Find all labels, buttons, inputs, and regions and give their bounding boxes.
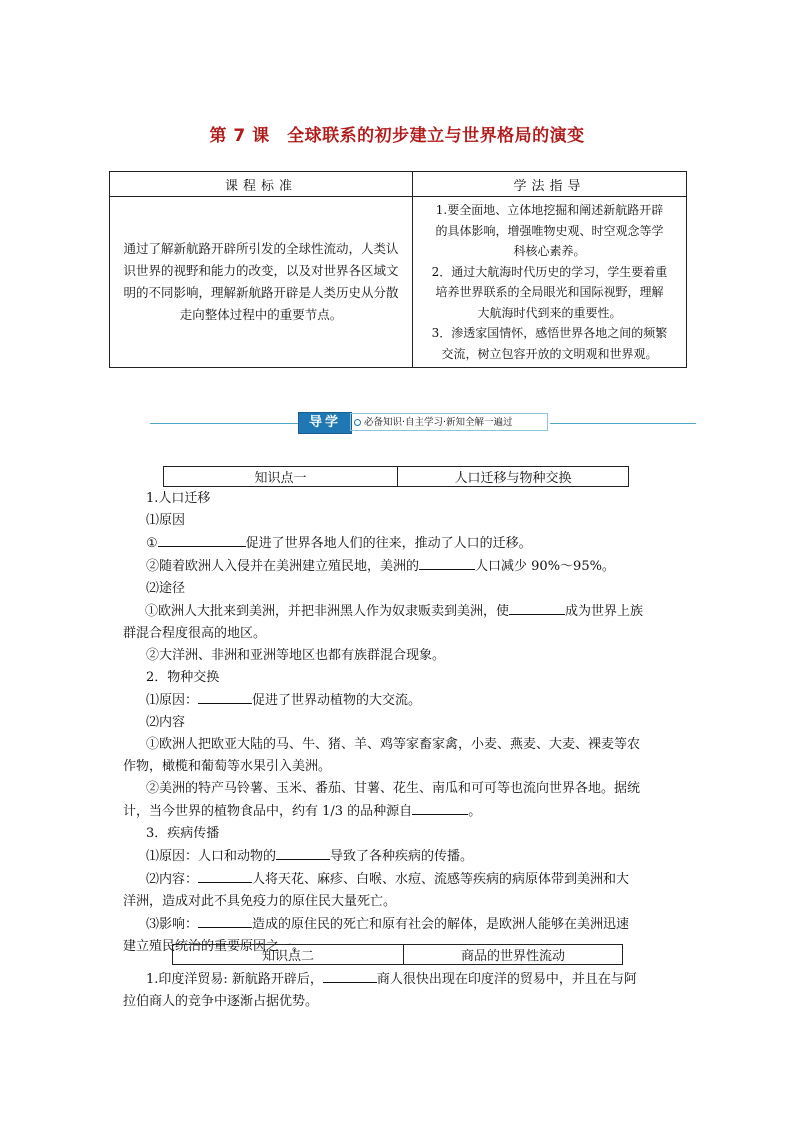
fill-blank[interactable]: [509, 600, 565, 615]
banner-rule-left: [150, 423, 298, 424]
text: 成为世界上族: [565, 604, 644, 619]
paragraph: [146, 555, 646, 578]
lesson-title: 第 7 课 全球联系的初步建立与世界格局的演变: [209, 126, 585, 146]
paragraph: [146, 532, 646, 555]
text: 促进了世界各地人们的往来，推动了人口的迁移。: [245, 536, 532, 551]
knowledge-point-1-box: [163, 466, 629, 487]
text: 1.印度洋贸易: 新航路开辟后，: [146, 972, 323, 987]
paragraph: [123, 800, 646, 823]
banner-tagline-box: [350, 413, 548, 431]
knowledge-point-topic: 人口迁移与物种交换: [398, 467, 629, 487]
paragraph: [146, 968, 646, 991]
paragraph: [145, 600, 646, 623]
heading-species: 2．物种交换: [146, 670, 220, 685]
text: 造成的原住民的死亡和原有社会的解体，是欧洲人能够在美洲迅速: [252, 917, 630, 932]
text: 商人很快出现在印度洋的贸易中，并且在与阿: [376, 972, 637, 987]
paragraph: ②大洋洲、非洲和亚洲等地区也都有族群混合现象。: [146, 648, 446, 663]
text: ②随着欧洲人入侵并在美洲建立殖民地，美洲的: [146, 559, 420, 574]
paragraph: ①欧洲人把欧亚大陆的马、牛、猪、羊、鸡等家畜家禽，小麦、燕麦、大麦、裸麦等农: [146, 737, 641, 752]
fill-blank[interactable]: [323, 968, 377, 983]
fill-blank[interactable]: [419, 555, 475, 570]
text: ⑴原因：: [146, 693, 199, 708]
paragraph: 群混合程度很高的地区。: [123, 626, 267, 641]
paragraph: 洋洲，造成对此不具免疫力的原住民大量死亡。: [123, 894, 397, 909]
bullet-icon: [354, 419, 361, 426]
paragraph: 建立殖民统治的重要原因之一。: [123, 939, 306, 954]
fill-blank[interactable]: [276, 845, 330, 860]
standards-table: [109, 171, 687, 368]
text: ⑴原因：人口和动物的: [146, 849, 277, 864]
guidance-line: 3．渗透家国情怀，感悟世界各地之间的频繁: [431, 326, 668, 340]
guidance-line: 培养世界联系的全局眼光和国际视野，理解: [435, 285, 664, 299]
standards-text: 通过了解新航路开辟所引发的全球性流动，人类认识世界的视野和能力的改变，以及对世界各区域文明的不同影响，理解新航路开辟是人类历史从分散走向整体过程中的重要节点。: [110, 197, 413, 368]
paragraph: [146, 913, 646, 936]
knowledge-point-label: 知识点一: [164, 467, 398, 487]
banner-badge: 导学: [298, 412, 352, 434]
text: ①: [146, 536, 158, 551]
heading-disease: 3．疾病传播: [146, 826, 220, 841]
text: ⑵内容：: [146, 872, 199, 887]
text: 人口减少 90%～95%。: [475, 559, 615, 574]
text: 计，当今世界的植物食品中，约有 1/3 的品种源自: [123, 804, 413, 819]
guidance-text: [413, 197, 687, 368]
text: 促进了世界动植物的大交流。: [252, 693, 422, 708]
paragraph: 作物，橄榄和葡萄等水果引入美洲。: [123, 759, 332, 774]
guidance-line: 1.要全面地、立体地挖掘和阐述新航路开辟: [435, 203, 664, 217]
fill-blank[interactable]: [198, 868, 252, 883]
section-body-2: [123, 968, 646, 1013]
text: ①欧洲人大批来到美洲，并把非洲黑人作为奴隶贩卖到美洲，使: [145, 604, 510, 619]
standards-header: 课程标准: [110, 172, 413, 197]
subheading-route: ⑵途径: [146, 581, 186, 596]
text: 人将天花、麻疹、白喉、水痘、流感等疾病的病原体带到美洲和大: [252, 872, 630, 887]
paragraph: 拉伯商人的竞争中逐渐占据优势。: [123, 994, 319, 1009]
fill-blank[interactable]: [198, 913, 252, 928]
text: 。: [468, 804, 482, 819]
guidance-line: 的具体影响，增强唯物史观、时空观念等学: [435, 223, 664, 238]
text: ⑶影响：: [146, 917, 199, 932]
subheading-reason: ⑴原因: [146, 513, 186, 528]
fill-blank[interactable]: [158, 532, 246, 547]
banner-tagline: 必备知识·自主学习·新知全解一遍过: [364, 417, 513, 428]
guidance-header: 学法指导: [413, 172, 687, 197]
guidance-line: 科核心素养。: [513, 244, 586, 258]
guidance-line: 大航海时代到来的重要性。: [477, 305, 622, 320]
heading-migration: 1.人口迁移: [146, 491, 211, 506]
knowledge-point-2-box: [172, 944, 623, 965]
guidance-line: 交流，树立包容开放的文明观和世界观。: [441, 346, 658, 361]
section-body-1: [123, 488, 646, 958]
paragraph: [146, 868, 646, 891]
text: 导致了各种疾病的传播。: [330, 849, 474, 864]
paragraph: [146, 845, 646, 868]
banner-rule-right: [550, 423, 696, 424]
paragraph: [146, 689, 646, 712]
knowledge-point-topic: 商品的世界性流动: [404, 945, 623, 965]
paragraph: ②美洲的特产马铃薯、玉米、番茄、甘薯、花生、南瓜和可可等也流向世界各地。据统: [146, 781, 641, 796]
fill-blank[interactable]: [198, 689, 252, 704]
subheading-content: ⑵内容: [146, 715, 186, 730]
guidance-line: 2．通过大航海时代历史的学习，学生要着重: [431, 264, 668, 279]
study-guide-banner: [150, 416, 696, 432]
fill-blank[interactable]: [412, 800, 468, 815]
knowledge-point-label: 知识点二: [173, 945, 404, 965]
